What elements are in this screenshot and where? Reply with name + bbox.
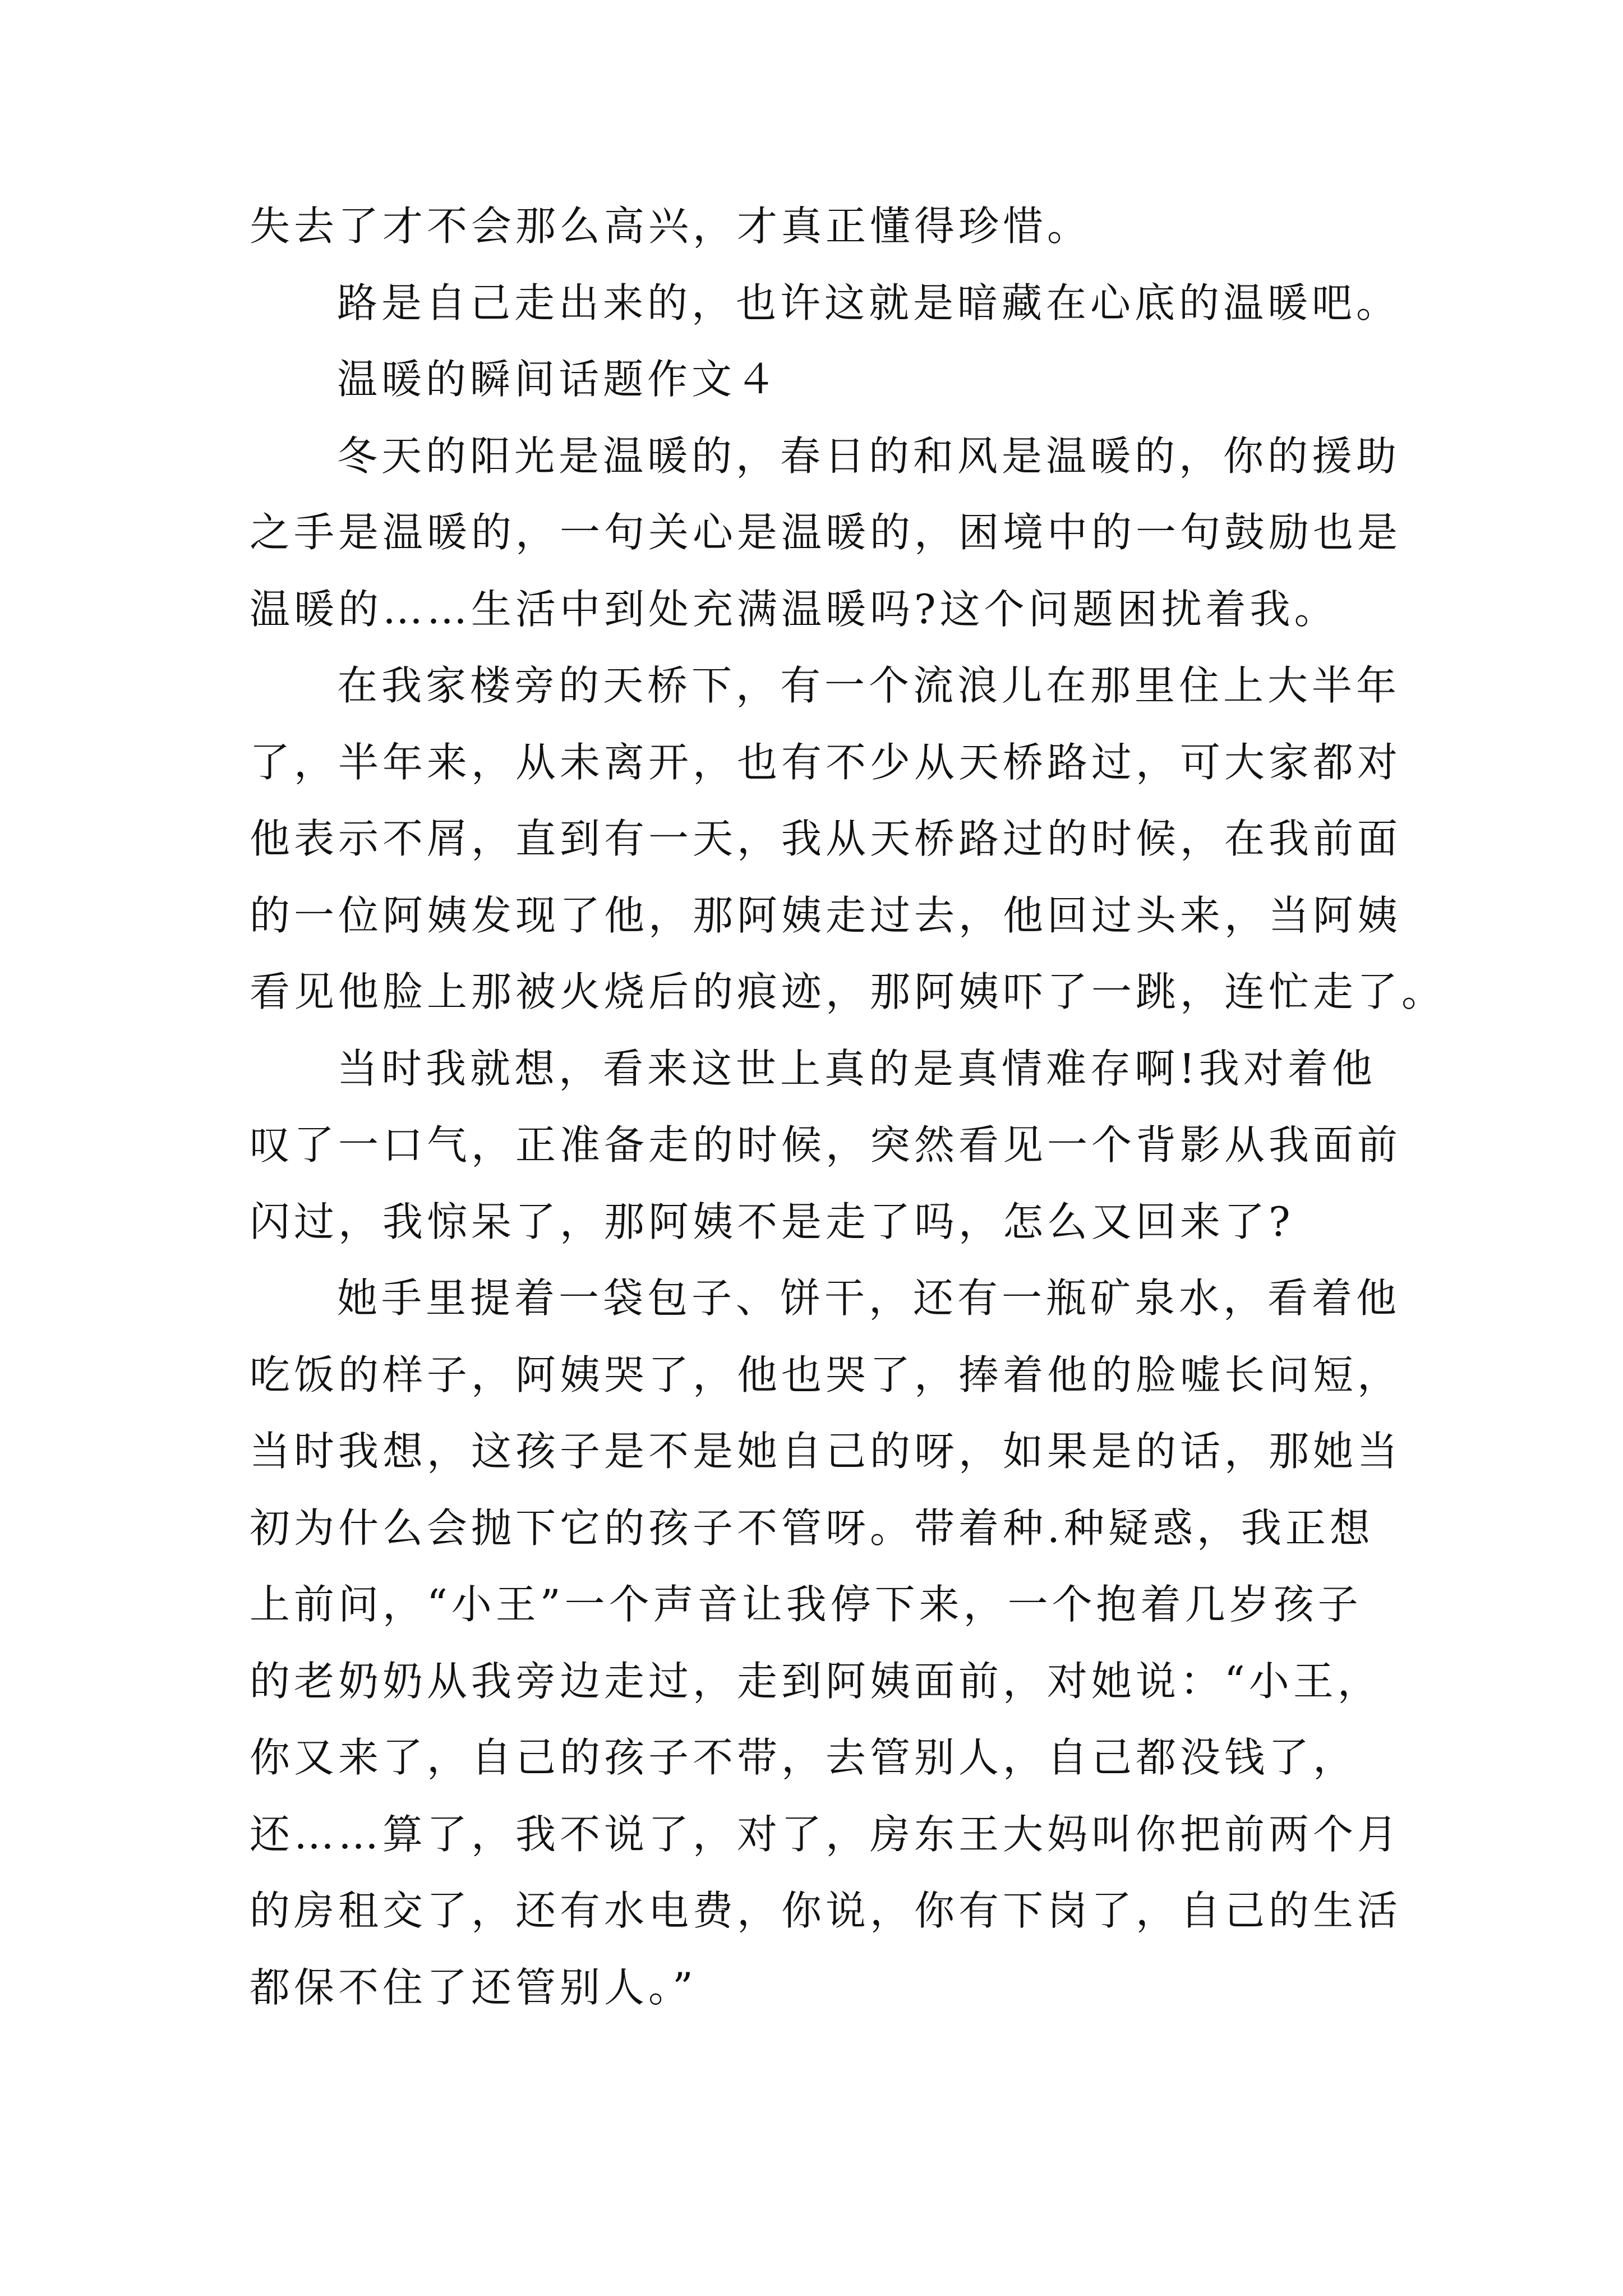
text-line: 吃饭的样子，阿姨哭了，他也哭了，捧着他的脸嘘长问短，: [250, 1351, 1402, 1398]
text-line: 的房租交了，还有水电费，你说，你有下岗了，自己的生活: [250, 1887, 1402, 1934]
text-line: 还……算了，我不说了，对了，房东王大妈叫你把前两个月: [250, 1810, 1402, 1858]
text-line: 路是自己走出来的，也许这就是暗藏在心底的温暖吧。: [337, 279, 1401, 326]
text-line: 初为什么会抛下它的孩子不管呀。带着种.种疑惑，我正想: [250, 1504, 1374, 1552]
section-heading: 温暖的瞬间话题作文４: [337, 356, 781, 403]
text-line: 了，半年来，从未离开，也有不少从天桥路过，可大家都对: [250, 738, 1402, 786]
text-line: 的一位阿姨发现了他，那阿姨走过去，他回过头来，当阿姨: [250, 891, 1402, 939]
text-line: 之手是温暖的，一句关心是温暖的，困境中的一句鼓励也是: [250, 509, 1402, 556]
text-line: 在我家楼旁的天桥下，有一个流浪儿在那里住上大半年: [337, 662, 1401, 709]
text-line: 叹了一口气，正准备走的时候，突然看见一个背影从我面前: [250, 1121, 1402, 1168]
text-line: 当时我想，这孩子是不是她自己的呀，如果是的话，那她当: [250, 1428, 1402, 1475]
text-line: 冬天的阳光是温暖的，春日的和风是温暖的，你的援助: [337, 432, 1401, 480]
essay-text: [250, 188, 1446, 2026]
text-line: 看见他脸上那被火烧后的痕迹，那阿姨吓了一跳，连忙走了。: [250, 968, 1446, 1015]
text-line: 他表示不屑，直到有一天，我从天桥路过的时候，在我前面: [250, 815, 1402, 862]
text-line: 的老奶奶从我旁边走过，走到阿姨面前，对她说：“小王，: [250, 1657, 1382, 1705]
text-line: 失去了才不会那么高兴，才真正懂得珍惜。: [250, 203, 1092, 250]
text-line: 你又来了，自己的孩子不带，去管别人，自己都没钱了，: [250, 1734, 1358, 1781]
text-line: 当时我就想，看来这世上真的是真情难存啊!我对着他: [337, 1045, 1376, 1092]
text-line: 闪过，我惊呆了，那阿姨不是走了吗，怎么又回来了?: [250, 1198, 1294, 1245]
text-line: 温暖的……生活中到处充满温暖吗?这个问题困扰着我。: [250, 585, 1339, 633]
text-line: 上前问，“小王”一个声音让我停下来，一个抱着几岁孩子: [250, 1581, 1362, 1628]
text-line: 她手里提着一袋包子、饼干，还有一瓶矿泉水，看着他: [337, 1274, 1401, 1322]
text-line: 都保不住了还管别人。”: [250, 1963, 697, 2011]
